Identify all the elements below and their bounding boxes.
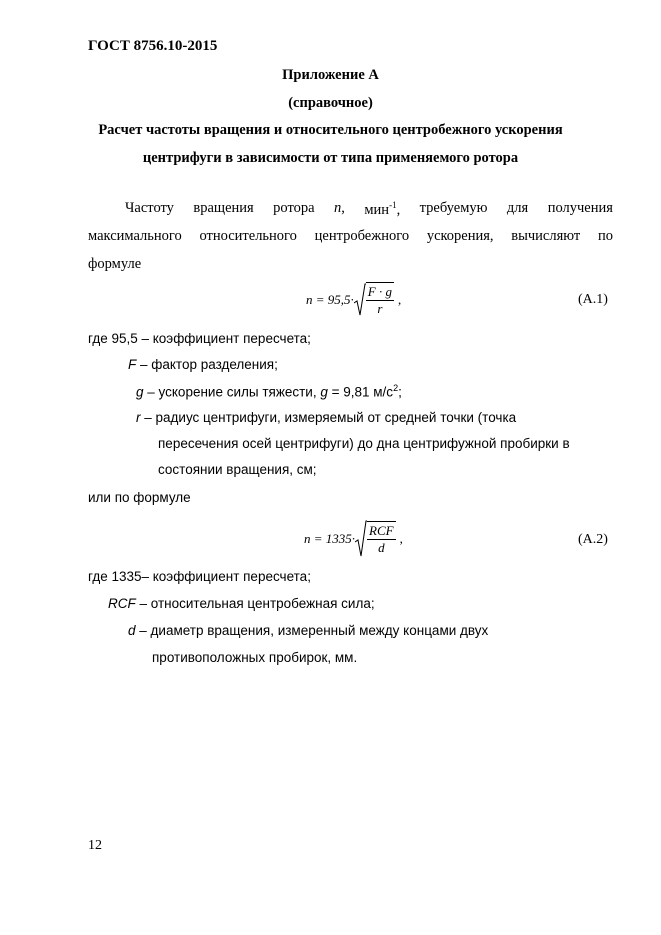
symbol-r: r: [136, 410, 141, 425]
page-number: 12: [88, 838, 102, 853]
appendix-heading-line2: центрифуги в зависимости от типа применяемого ротора: [142, 150, 519, 166]
formula-a1-comma: ,: [397, 292, 402, 307]
legend1-g-text-b: = 9,81 м/с: [327, 384, 394, 400]
intro-line2: максимального относительного центробежного ускорения, вычисляют по: [88, 228, 613, 244]
formula-a2-comma: ,: [399, 531, 403, 546]
formula-a2-lhs: n = 1335·: [304, 531, 356, 546]
formula-a2-fraction: [367, 521, 396, 556]
formula-a1-fraction: [366, 282, 394, 317]
formula-a1-denominator: r: [377, 300, 383, 316]
intro-word-chastotu: Частоту: [125, 200, 174, 216]
legend1-g-text-c: ;: [398, 384, 402, 400]
sqrt-icon: [354, 283, 366, 317]
legend2-d: [128, 623, 488, 638]
legend1-r: [136, 410, 516, 425]
document-code: ГОСТ 8756.10-2015: [88, 38, 218, 54]
or-formula: или по формуле: [88, 490, 191, 505]
legend2-RCF-text: – относительная центробежная сила;: [135, 596, 375, 611]
symbol-F: F: [128, 357, 137, 372]
intro-word-trebuemuyu: требуемую: [419, 200, 488, 216]
intro-line1: [125, 200, 613, 219]
symbol-g: g: [136, 384, 144, 400]
intro-word-rotora: ротора: [273, 200, 315, 216]
appendix-heading-line1: Расчет частоты вращения и относительного центробежного ускорения: [98, 122, 563, 138]
symbol-d: d: [128, 623, 136, 638]
formula-a2-number: (А.2): [578, 532, 608, 547]
legend1-r-text: – радиус центрифуги, измеряемый от средней точки (точка: [140, 410, 517, 425]
legend1-g-text-a: – ускорение силы тяжести,: [143, 384, 321, 400]
formula-a2: [304, 520, 403, 558]
sqrt-icon: [355, 520, 367, 558]
intro-line3: формуле: [88, 256, 142, 272]
legend1-F-text: – фактор разделения;: [136, 357, 278, 372]
legend1-where: где 95,5 – коэффициент пересчета;: [88, 331, 311, 346]
legend1-g-sup: 2: [393, 383, 399, 393]
symbol-RCF: RCF: [108, 596, 136, 611]
legend2-where: где 1335– коэффициент пересчета;: [88, 569, 311, 584]
formula-a1-number: (А.1): [578, 292, 608, 307]
intro-word-vrashcheniya: вращения: [193, 200, 254, 216]
legend2-RCF: [108, 596, 375, 611]
legend1-r-line2: пересечения осей центрифуги) до дна центрифужной пробирки в: [158, 436, 570, 451]
intro-word-polucheniya: получения: [547, 200, 613, 216]
legend2-d-line2: противоположных пробирок, мм.: [152, 650, 358, 665]
formula-a1-numerator: F · g: [367, 283, 392, 299]
intro-word-dlya: для: [506, 200, 529, 216]
appendix-title: Приложение А: [282, 67, 379, 83]
formula-a1: [306, 283, 401, 317]
formula-a2-numerator: RCF: [369, 522, 394, 538]
legend1-F: [128, 357, 278, 372]
legend1-g: [136, 383, 402, 400]
legend2-d-text: – диаметр вращения, измеренный между концами двух: [135, 623, 489, 638]
symbol-g-2: g: [320, 384, 328, 400]
formula-a1-lhs: n = 95,5·: [306, 292, 354, 307]
appendix-type: (справочное): [288, 95, 373, 111]
formula-a2-denominator: d: [378, 539, 385, 555]
legend1-r-line3: состоянии вращения, см;: [158, 462, 317, 477]
intro-unit: мин$^{-1}$,: [364, 200, 401, 218]
intro-var-n: n,: [334, 200, 345, 216]
